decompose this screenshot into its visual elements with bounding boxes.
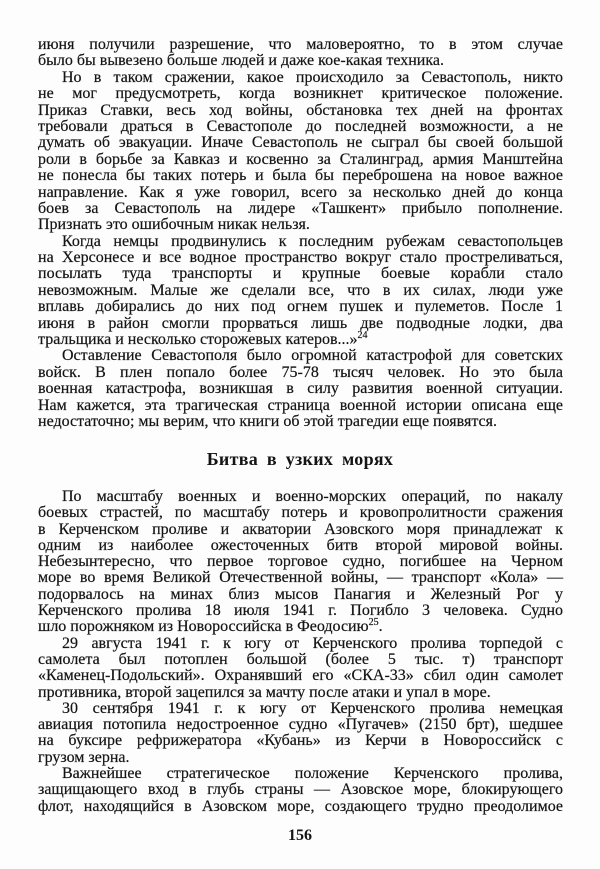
footnote-marker: 25 bbox=[368, 617, 379, 629]
paragraph bbox=[38, 636, 563, 701]
text-line bbox=[38, 332, 563, 348]
text-line bbox=[38, 86, 563, 102]
line-text: не мог предусмотреть, когда возникнет критическое положение. bbox=[38, 85, 563, 103]
line-text: направление. Как я уже говорил, всего за несколько дней до конца bbox=[38, 183, 563, 201]
text-line bbox=[38, 266, 563, 282]
text-line bbox=[38, 766, 563, 782]
paragraph bbox=[38, 70, 563, 234]
text-line bbox=[38, 799, 563, 815]
line-text: море во время Великой Отечественной войны, — транспорт «Кола» — bbox=[38, 569, 563, 587]
text-line bbox=[38, 782, 563, 798]
line-text: противника, второй зацепился за мачту после атаки и упал в море. bbox=[38, 683, 491, 701]
text-line bbox=[38, 717, 563, 733]
text-line bbox=[38, 250, 563, 266]
text-line bbox=[38, 103, 563, 119]
text-line bbox=[38, 299, 563, 315]
text-line bbox=[38, 283, 563, 299]
paragraph bbox=[38, 489, 563, 636]
line-text: боевых страстей, по масштабу потерь и кровопролитности сражения bbox=[38, 504, 563, 522]
line-text: флот, находящийся в Азовском море, создающего трудно преодолимое bbox=[38, 797, 563, 815]
line-text: требовали драться в Севастополе до последней возможности, а не bbox=[38, 117, 563, 135]
text-line bbox=[38, 619, 563, 635]
text-line bbox=[38, 554, 563, 570]
page-number: 156 bbox=[288, 827, 312, 844]
text-line bbox=[38, 37, 563, 53]
text-line bbox=[38, 701, 563, 717]
line-text-after: . bbox=[378, 618, 383, 636]
line-text: подорвалось на минах близ мысов Панагия и Железный Рог у bbox=[38, 585, 563, 603]
paragraph bbox=[38, 701, 563, 766]
line-text: вплавь добирались до них под огнем пушек и пулеметов. После 1 bbox=[38, 298, 563, 316]
text-line bbox=[38, 668, 563, 684]
line-text: 29 августа 1941 г. к югу от Керченского пролива торпедой с bbox=[62, 634, 563, 652]
line-text: думать об эвакуации. Иначе Севастополь не сыграл бы своей большой bbox=[38, 134, 563, 152]
line-text: Нам кажется, эта трагическая страница военной истории описана еще bbox=[38, 396, 563, 414]
line-text: одним из наиболее ожесточенных битв второй мировой войны. bbox=[38, 536, 563, 554]
text-line bbox=[38, 522, 563, 538]
line-text: невозможным. Малые же сделали все, что в их силах, люди уже bbox=[38, 281, 563, 299]
section-heading: Битва в узких морях bbox=[206, 449, 394, 469]
paragraph bbox=[38, 766, 563, 815]
line-text: было бы вывезено больше людей и даже кое-какая техника. bbox=[38, 52, 444, 70]
line-text: Керченского пролива 18 июля 1941 г. Погибло 3 человека. Судно bbox=[38, 602, 563, 620]
line-text: шло порожняком из Новороссийска в Феодосию bbox=[38, 618, 369, 636]
line-text: Но в таком сражении, какое происходило за Севастополь, никто bbox=[62, 68, 563, 86]
text-line bbox=[38, 365, 563, 381]
line-text: на буксире рефрижератора «Кубань» из Керчи в Новороссийск с bbox=[38, 732, 563, 750]
text-line bbox=[38, 489, 563, 505]
text-line bbox=[38, 316, 563, 332]
line-text: Признать это ошибочным никак нельзя. bbox=[38, 216, 310, 234]
footnote-marker: 24 bbox=[357, 330, 368, 342]
line-text: самолета был потоплен большой (более 5 тыс. т) транспорт bbox=[38, 650, 563, 668]
line-text: недостаточно; мы верим, что книги об этой трагедии еще появятся. bbox=[38, 412, 498, 430]
text-line bbox=[38, 587, 563, 603]
text-line bbox=[38, 570, 563, 586]
text-line bbox=[38, 538, 563, 554]
text-block-top bbox=[38, 37, 563, 430]
line-text: авиация потопила недостроенное судно «Пугачев» (2150 брт), шедшее bbox=[38, 716, 563, 734]
line-text: июня получили разрешение, что маловероятно, то в этом случае bbox=[38, 36, 563, 53]
text-line bbox=[38, 733, 563, 749]
line-text: грузом зерна. bbox=[38, 748, 130, 766]
text-line bbox=[38, 398, 563, 414]
line-text: не понесла бы таких потерь и была бы переброшена на новое важное bbox=[38, 167, 563, 185]
text-line bbox=[38, 217, 563, 233]
text-line bbox=[38, 685, 563, 701]
text-line bbox=[38, 135, 563, 151]
line-text: 30 сентября 1941 г. к югу от Керченского пролива немецкая bbox=[62, 699, 563, 717]
text-line bbox=[38, 636, 563, 652]
paragraph bbox=[38, 234, 563, 349]
text-line bbox=[38, 53, 563, 69]
text-line bbox=[38, 603, 563, 619]
line-text: По масштабу военных и военно-морских операций, по накалу bbox=[62, 488, 563, 505]
line-text: войск. В плен попало более 75-78 тысяч человек. Но это была bbox=[38, 363, 563, 381]
text-line bbox=[38, 185, 563, 201]
line-text: в Керченском проливе и акватории Азовского моря принадлежат к bbox=[38, 520, 563, 538]
line-text: защищающего вход в глубь страны — Азовское море, блокирующего bbox=[38, 781, 563, 799]
line-text: военная катастрофа, возникшая в силу развития военной ситуации. bbox=[38, 380, 563, 398]
line-text: июня в район смогли прорваться лишь две подводные лодки, два bbox=[38, 314, 563, 332]
text-line bbox=[38, 234, 563, 250]
text-line bbox=[38, 70, 563, 86]
line-text: роли в борьбе за Кавказ и косвенно за Сталинград, армия Манштейна bbox=[38, 150, 563, 168]
text-line bbox=[38, 119, 563, 135]
text-line bbox=[38, 505, 563, 521]
text-line bbox=[38, 414, 563, 430]
paragraph bbox=[38, 348, 563, 430]
paragraph bbox=[38, 37, 563, 70]
text-line bbox=[38, 381, 563, 397]
line-text: тральщика и несколько сторожевых катеров...» bbox=[38, 331, 358, 349]
text-line bbox=[38, 652, 563, 668]
text-line bbox=[38, 348, 563, 364]
line-text: Важнейшее стратегическое положение Керченского пролива, bbox=[62, 765, 563, 783]
line-text: на Херсонесе и все водное пространство вокруг стало простреливаться, bbox=[38, 249, 563, 267]
text-line bbox=[38, 168, 563, 184]
line-text: Оставление Севастополя было огромной катастрофой для советских bbox=[62, 347, 563, 365]
text-block-section bbox=[38, 489, 563, 815]
text-line bbox=[38, 201, 563, 217]
text-line bbox=[38, 750, 563, 766]
line-text: Небезынтересно, что первое торговое судно, погибшее на Черном bbox=[38, 553, 563, 571]
line-text: Приказ Ставки, весь ход войны, обстановка тех дней на фронтах bbox=[38, 101, 563, 119]
text-line bbox=[38, 152, 563, 168]
line-text: боев за Севастополь на лидере «Ташкент» прибыло пополнение. bbox=[38, 199, 563, 217]
line-text: «Каменец-Подольский». Охранявший его «СКА-33» сбил один самолет bbox=[38, 667, 563, 685]
line-text: Когда немцы продвинулись к последним рубежам севастопольцев bbox=[62, 232, 563, 250]
line-text: посылать туда транспорты и крупные боевые корабли стало bbox=[38, 265, 563, 283]
